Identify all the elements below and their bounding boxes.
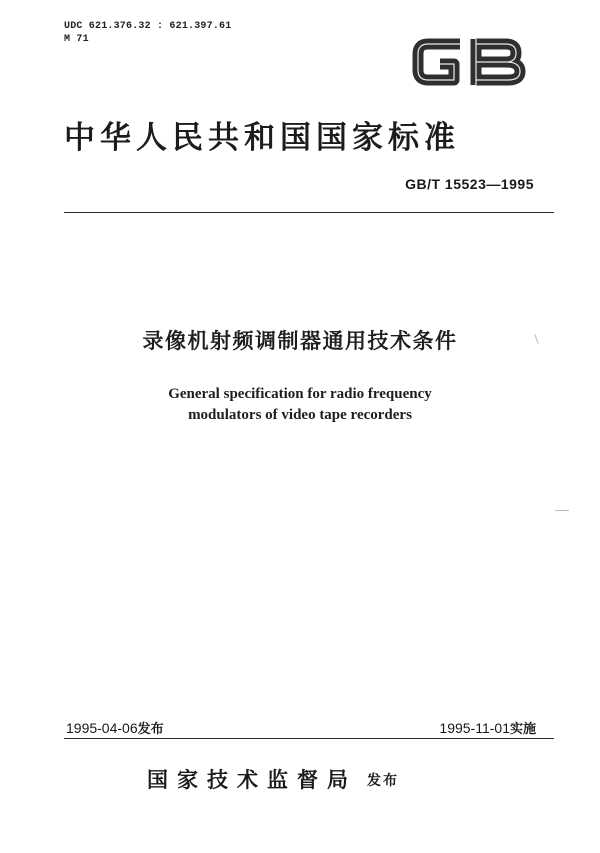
title-english-line-1: General specification for radio frequency (168, 386, 432, 402)
document-title-english (0, 384, 600, 426)
issue-date-value: 1995-04-06 (66, 720, 138, 736)
implementation-date-value: 1995-11-01 (439, 720, 510, 736)
standard-code: GB/T 15523—1995 (405, 176, 534, 192)
udc-line: UDC 621.376.32 : 621.397.61 (64, 21, 232, 32)
implementation-label: 实施 (509, 722, 536, 737)
publisher-action: 发布 (367, 773, 399, 789)
document-title-chinese: 录像机射频调制器通用技术条件 (142, 329, 458, 353)
issue-date (66, 718, 164, 737)
gb-logo (410, 34, 528, 90)
scan-speck (555, 510, 569, 511)
bottom-divider (64, 738, 554, 739)
issue-label: 发布 (137, 722, 164, 737)
classification-line: M 71 (64, 34, 89, 45)
national-standard-heading: 中华人民共和国国家标准 (64, 120, 460, 156)
implementation-date (439, 718, 536, 737)
top-divider (64, 212, 554, 213)
udc-classification (64, 20, 231, 46)
title-english-line-2: modulators of video tape recorders (188, 407, 412, 423)
publisher-name: 国家技术监督局 (147, 767, 357, 792)
publisher-line (147, 764, 399, 794)
